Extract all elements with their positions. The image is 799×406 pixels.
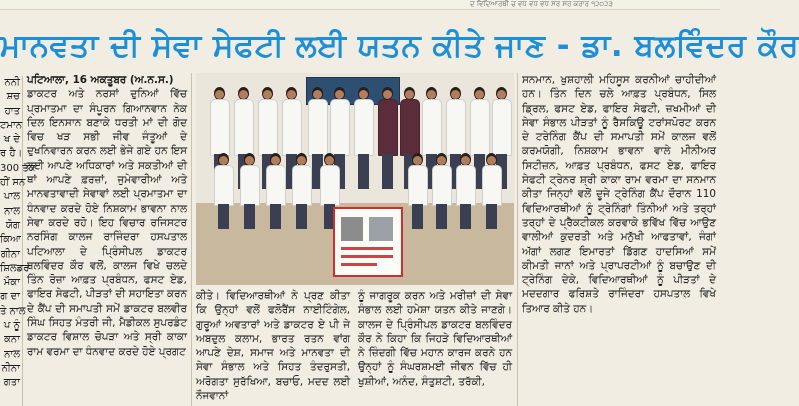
article-headline: ਮਾਨਵਤਾ ਦੀ ਸੇਵਾ ਸੇਫਟੀ ਲਈ ਯਤਨ ਕੀਤੇ ਜਾਣ - ਡਾ. ਬਲਵਿੰਦਰ ਕੌਰ (0, 28, 799, 64)
person-legs (358, 154, 369, 189)
banner-portrait (341, 217, 363, 241)
person-coat (214, 165, 234, 206)
clip-line: ਪਾਲ (3, 191, 20, 203)
person-face (287, 90, 296, 99)
clip-line: ਸ਼ਚ (6, 91, 20, 103)
person-coat (456, 165, 476, 206)
person-coat (432, 165, 452, 206)
person-coat (258, 99, 278, 156)
column-divider (517, 73, 518, 406)
article-body-col3: ਸਨਮਾਨ, ਖੁਸ਼ਹਾਲੀ ਮਹਿਸੂਸ ਕਰਨੀਆਂ ਚਾਹੀਦੀਆਂ ਹਨ। ਤਿੰਨ ਦਿਨ ਚਲੇ ਆਫ਼ਤ ਪ੍ਰਬੰਧਨ, ਸਿਲ ਡ੍ਰਿਲ, ਫਸਟ ਏਡ, ਫਾਇਰ ਸੇਫਟੀ, ਜ਼ਖਮੀਆਂ ਦੀ ਸੇਵਾ ਸੰਭਾਲ ਪੀੜਤਾਂ ਨੂੰ ਰੈਸਕਿਊ ਟਰਾਂਸਪੋਰਟ ਕਰਨ ਦੇ ਟਰੇਨਿੰਗ ਕੈਂਪ ਦੀ ਸਮਾਪਤੀ ਸਮੇਂ ਕਾਲਜ ਵਲੋਂ ਕਰਮਯੋਗੀ, ਨਿਸ਼ਕਾਮ ਭਾਵਨਾ ਵਾਲੇ ਮੀਨੀਅਰ ਸਿਟੀਜ਼ਨ, ਆਫ਼ਤ ਪ੍ਰਬੰਧਨ, ਫਸਟ ਏਡ, ਫਾਇਰ ਸੇਫਟੀ ਟ੍ਰੇਨਰ ਸ਼੍ਰੀ ਕਾਕਾ ਰਾਮ ਵਰਮਾ ਦਾ ਸਨਮਾਨ ਕੀਤਾ ਜਿਨ੍ਹਾਂ ਵਲੋਂ ਦੂਜੇ ਟ੍ਰੇਨਿੰਗ ਕੈਂਪ ਦੌਰਾਨ 110 ਵਿਦਿਆਰਥੀਆਂ ਨੂੰ ਟ੍ਰੇਨਿੰਗਾਂ ਤਿੰਨੀਆਂ ਅਤੇ ਤਰ੍ਹਾਂ ਤਰ੍ਹਾਂ ਦੇ ਪ੍ਰੈਕਟੀਕਲ ਕਰਵਾਕੇ ਭਵਿੱਖ ਵਿੱਚ ਆਉਣ ਵਾਲੀਆਂ ਕੁਦਰਤੀ ਅਤੇ ਮਨੁੱਖੀ ਆਫਤਾਵਾਂ, ਜੰਗਾਂ ਅੱਗਾਂ ਲਗਣ ਇਮਾਰਤਾਂ ਡਿੱਗਣ ਹਾਦਸਿਆਂ ਸਮੇਂ ਕੀਮਤੀ ਜਾਨਾਂ ਅਤੇ ਪ੍ਰਾਪਰਟੀਆਂ ਨੂੰ ਬਚਾਉਣ ਦੀ ਟ੍ਰੇਨਿੰਗ ਦੇਕੇ, ਵਿਦਿਆਰਥੀਆਂ ਨੂੰ ਪੀੜਤਾਂ ਦੇ ਮਦਦਗਾਰ ਫਰਿਸ਼ਤੇ ਰਾਜਿੰਦਰਾ ਹਸਪਤਾਲ ਵਿਖੇ ਤਿਆਰ ਕੀਤੇ ਹਨ। (522, 74, 716, 315)
person-face (461, 156, 470, 165)
person-face (325, 156, 334, 165)
person-face (427, 90, 436, 99)
person-face (413, 156, 422, 165)
clip-line: ਪ ਨੂੰ (3, 320, 20, 332)
person-legs (270, 204, 281, 229)
person-face (405, 90, 414, 99)
clip-line: ਨਾਲ (4, 205, 20, 217)
person-coat (292, 165, 312, 206)
adjacent-article-clip (0, 76, 36, 406)
person-legs (412, 204, 423, 229)
person-face (383, 90, 392, 99)
person-coat (282, 99, 302, 156)
clip-line: ਸ਼ਿਲਡਰ (0, 262, 30, 274)
person-coat (408, 165, 428, 206)
person-coat (470, 99, 490, 156)
clip-line: ਰ ਹੈ। (0, 148, 23, 160)
person-face (313, 90, 322, 99)
article-dateline: ਪਟਿਆਲਾ, 16 ਅਕਤੂਬਰ (ਅ.ਨ.ਸ.) (27, 74, 174, 86)
person-legs (460, 204, 471, 229)
person-coat (234, 99, 254, 156)
masthead-strip-text: ਦ ਵਿਦਿਆਰਥੀ ਚ ਵਧ ਵਧ ਵਧ ਸਰ ਸਰ ਕਰਾਰ ੧੨੦੨੩ (470, 0, 613, 8)
column-divider (191, 73, 192, 406)
clip-line: ਤੇ ਨਾਲ (0, 305, 26, 317)
person-face (487, 156, 496, 165)
person-coat (482, 165, 502, 206)
clip-line: ਗਤਾ (3, 377, 20, 389)
person-legs (382, 154, 393, 189)
person-legs (296, 204, 307, 229)
person-face (497, 90, 506, 99)
clip-line: ਟਮਾਨ (0, 119, 23, 131)
article-body-col2a: ਕੀਤੇ। ਵਿਦਿਆਰਥੀਆਂ ਨੇ ਪ੍ਰਣ ਕੀਤਾ ਕਿ ਉਨ੍ਹਾਂ ਵਲੋਂ ਫਲੋਰੈਂਸ ਨਾਈਟਿੰਗੇਲ, ਗੁਰੂਆਂ ਅਵਤਾਰਾਂ ਅਤੇ ਡਾਕਟਰ ਏ ਪੀ ਜੇ ਅਬਦੁਲ ਕਲਾਮ, ਭਾਰਤ ਰਤਨ ਵਾਂਗ ਆਪਣੇ ਦੇਸ਼, ਸਮਾਜ ਅਤੇ ਮਾਨਵਤਾ ਦੀ ਸੇਵਾ ਸੰਭਾਲ ਅਤੇ ਸਿਹਤ ਤੰਦਰੁਸਤੀ, ਅਰੋਗਤਾ ਸੁਰੱਖਿਆ, ਬਚਾਓ, ਮਦਦ ਲਈ ਨੌਜਵਾਨਾਂ (196, 290, 350, 403)
clip-line: ਗੀਨਾ (0, 248, 20, 260)
clip-line: 300 ਤੱਕ (0, 162, 36, 174)
clip-line: ਹਾਤ (4, 105, 20, 117)
photo-banner (333, 207, 403, 277)
article-photo (196, 73, 514, 285)
person-face (239, 90, 248, 99)
person-coat (354, 99, 374, 156)
banner-line (341, 255, 393, 258)
person-coat (400, 99, 420, 156)
clip-line: ਹੀਂ ਸਨ (0, 177, 26, 189)
person-coat (422, 99, 442, 156)
masthead-strip (0, 0, 720, 10)
person-coat (378, 99, 398, 156)
clip-line: ਨਾਲ (4, 348, 20, 360)
person-legs (218, 204, 229, 229)
clip-line: ਨਨੀ (4, 77, 20, 88)
clip-line: ਯੋਗ (5, 219, 20, 231)
person-face (271, 156, 280, 165)
person-face (245, 156, 254, 165)
article-column-3 (522, 73, 716, 406)
person-coat (308, 99, 328, 156)
article-column-2 (196, 289, 512, 406)
person-legs (436, 204, 447, 229)
person-face (263, 90, 272, 99)
article-body-col1: ਡਾਕਟਰ ਅਤੇ ਨਰਸਾਂ ਦੁਨਿਆਂ ਵਿੱਚ ਪ੍ਰਮਾਤਮਾ ਦਾ ਸੰਪੂਰਨ ਗਿਆਨਵਾਨ ਨੇਕ ਦਿਲ ਇਨਸਾਨ ਬਣਾਕੇ ਧਰਤੀ ਮਾਂ ਦੀ ਗੋਦ ਵਿਚ ਖੜ ਸਭੀ ਜੀਵ ਜੰਤੂਆਂ ਦੇ ਦੁਖਨਿਵਾਰਨ ਕਰਨ ਲਈ ਭੇਜੇ ਗਏ ਹਨ ਇਸ ਲਈ ਆਪਣੇ ਅਧਿਕਾਰਾਂ ਅਤੇ ਸਕਤੀਆਂ ਦੀ ਥਾਂ ਆਪਣੇ ਫ਼ਰਜ਼ਾਂ, ਜੁਮੇਵਾਰੀਆਂ ਅਤੇ ਮਾਨਵਤਾਵਾਦੀ ਸੇਵਾਵਾਂ ਲਈ ਪ੍ਰਮਾਤਮਾ ਦਾ ਧੰਨਵਾਦ ਕਰਦੇ ਹੋਏ ਨਿਸ਼ਕਾਮ ਭਾਵਨਾ ਨਾਲ ਸੇਵਾ ਕਰਦੇ ਰਹੋ। ਇਹ ਵਿਚਾਰ ਰਜਿਸਟਰ ਨਰਸਿੰਗ ਕਾਲਜ ਰਾਜਿੰਦਰਾ ਹਸਪਤਾਲ ਪਟਿਆਲਾ ਦੇ ਪ੍ਰਿੰਸੀਪਲ ਡਾਕਟਰ ਬਲਵਿੰਦਰ ਕੌਰ ਵਲੋਂ, ਕਾਲਜ ਵਿਖੇ ਚਲਦੇ ਤਿੰਨ ਰੋਜ਼ਾ ਆਫ਼ਤ ਪ੍ਰਬੰਧਨ, ਫਸਟ ਏਡ, ਫਾਇਰ ਸੇਫਟੀ, ਪੀੜਤਾਂ ਦੀ ਸਹਾਇਤਾ ਕਰਨ ਦੇ ਕੈਂਪ ਦੀ ਸਮਾਪਤੀ ਸਮੇਂ ਡਾਕਟਰ ਬਲਵੀਰ ਸਿੰਘ ਸਿਹਤ ਮੰਤਰੀ ਜੀ, ਮੈਡੀਕਲ ਸੁਪਰਡੰਟ ਡਾਕਟਰ ਵਿਸ਼ਾਲ ਚੋਪੜਾ ਅਤੇ ਸ੍ਰੀ ਕਾਕਾ ਰਾਮ ਵਰਮਾ ਦਾ ਧੰਨਵਾਦ ਕਰਦੇ ਹੋਏ ਪ੍ਰਗਟ (27, 88, 187, 358)
person-coat (210, 99, 230, 156)
clip-line: ਖ ਦੇ (3, 134, 20, 146)
banner-portrait (369, 217, 393, 241)
person-coat (320, 165, 340, 206)
person-coat (266, 165, 286, 206)
article-body-col2b: ਨੂੰ ਜਾਗਰੂਕ ਕਰਨ ਅਤੇ ਮਰੀਜ਼ਾਂ ਦੀ ਸੇਵਾ ਸੰਭਾਲ ਲਈ ਹਮੇਸ਼ਾ ਯਤਨ ਕੀਤੇ ਜਾਣਗੇ। ਕਾਲਜ ਦੇ ਪ੍ਰਿੰਸੀਪਲ ਡਾਕਟਰ ਬਲਵਿੰਦਰ ਕੌਰ ਨੇ ਕਿਹਾ ਕਿ ਜਿਹੜੇ ਵਿਦਿਆਰਥੀਆਂ ਨੇ ਜ਼ਿੰਦਗੀ ਵਿੱਚ ਮਹਾਨ ਕਾਰਜ ਕਰਨੇ ਹਨ ਉਨ੍ਹਾਂ ਨੂੰ ਸੰਘਰਸ਼ਮਈ ਜੀਵਨ ਵਿੱਚ ਹੀ ਖੁਸ਼ੀਆਂ, ਅਨੰਦ, ਸੰਤੁਸ਼ਟੀ, ਤਰੱਕੀ, (358, 290, 512, 388)
clip-line: ਨੀਨਾ (1, 362, 20, 374)
clip-line: ਕਿਆ (0, 234, 21, 246)
person-face (219, 156, 228, 165)
person-face (215, 90, 224, 99)
person-coat (240, 165, 260, 206)
person-legs (244, 204, 255, 229)
banner-line (341, 247, 393, 250)
person-face (451, 90, 460, 99)
person-face (297, 156, 306, 165)
clip-line: ਕਨਾ (4, 334, 20, 346)
person-coat (330, 99, 350, 156)
clip-line: ਮੌਕਾ (3, 277, 20, 289)
person-face (437, 156, 446, 165)
person-coat (446, 99, 466, 156)
person-legs (486, 204, 497, 229)
person-face (359, 90, 368, 99)
clip-line: ਗ ਦਾ (0, 291, 20, 303)
banner-line (341, 263, 377, 266)
person-coat (492, 99, 512, 156)
person-face (335, 90, 344, 99)
person-face (475, 90, 484, 99)
article-column-1 (27, 73, 187, 406)
